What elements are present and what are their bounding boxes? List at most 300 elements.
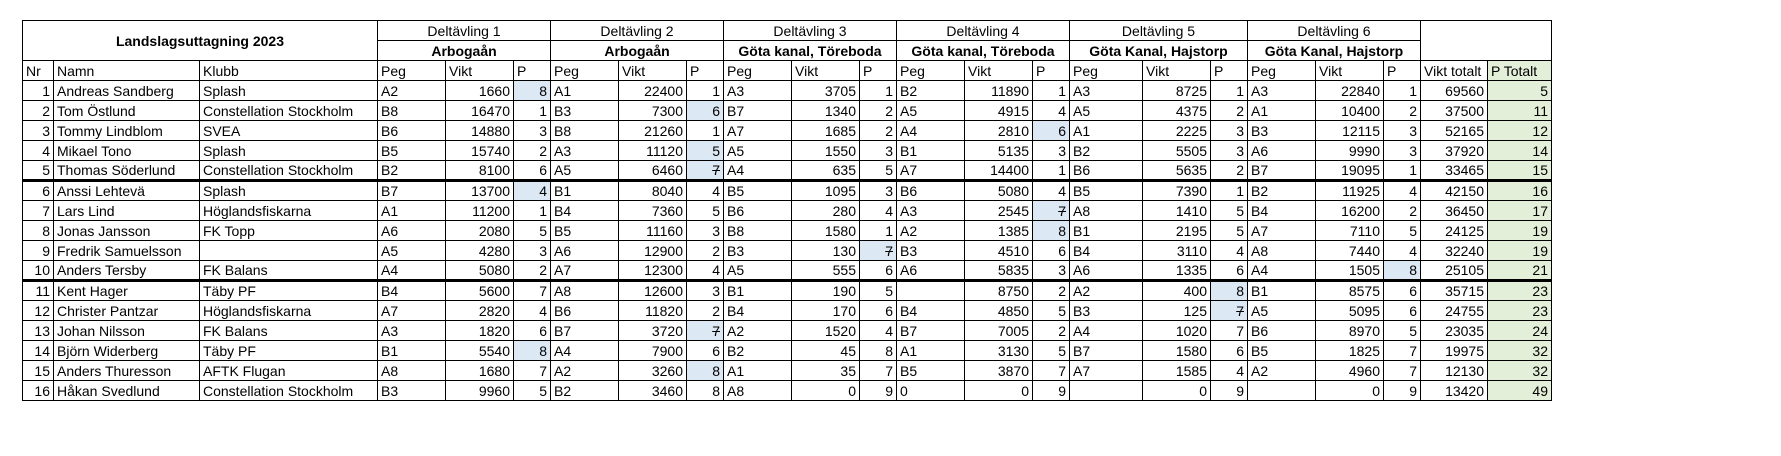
weight-cell: 8725 [1143, 81, 1211, 101]
weight-cell: 125 [1143, 301, 1211, 321]
weight-cell: 7005 [965, 321, 1033, 341]
points-total-cell: 32 [1488, 361, 1552, 381]
points-cell: 1 [687, 81, 724, 101]
weight-cell: 2080 [446, 221, 514, 241]
weight-cell: 4850 [965, 301, 1033, 321]
weight-total-cell: 13420 [1421, 381, 1488, 401]
peg-cell: A8 [724, 381, 792, 401]
peg-cell: A5 [1248, 301, 1316, 321]
weight-cell: 21260 [619, 121, 687, 141]
points-total-cell: 12 [1488, 121, 1552, 141]
peg-cell: B1 [897, 141, 965, 161]
peg-cell: B2 [724, 341, 792, 361]
club-name: FK Topp [200, 221, 378, 241]
column-header-peg: Peg [724, 61, 792, 81]
weight-cell: 3870 [965, 361, 1033, 381]
points-total-cell: 24 [1488, 321, 1552, 341]
points-cell: 7 [1033, 201, 1070, 221]
weight-cell: 22840 [1316, 81, 1384, 101]
points-cell: 1 [514, 201, 551, 221]
club-name: FK Balans [200, 261, 378, 281]
peg-cell: A3 [378, 321, 446, 341]
club-name: Constellation Stockholm [200, 381, 378, 401]
table-row [23, 161, 1552, 181]
competition-name: Deltävling 6 [1248, 21, 1421, 41]
table-row [23, 321, 1552, 341]
peg-cell: A8 [1248, 241, 1316, 261]
standings-table [22, 20, 1552, 401]
points-cell: 5 [514, 381, 551, 401]
table-row [23, 301, 1552, 321]
points-total-cell: 23 [1488, 301, 1552, 321]
weight-total-cell: 12130 [1421, 361, 1488, 381]
points-cell: 2 [860, 101, 897, 121]
peg-cell: A7 [897, 161, 965, 181]
weight-cell: 2195 [1143, 221, 1211, 241]
weight-total-cell: 35715 [1421, 281, 1488, 301]
competition-venue: Göta Kanal, Hajstorp [1248, 41, 1421, 61]
points-cell: 2 [1211, 101, 1248, 121]
points-cell: 4 [1211, 361, 1248, 381]
points-cell: 7 [1384, 361, 1421, 381]
angler-name: Andreas Sandberg [54, 81, 200, 101]
angler-name: Tom Östlund [54, 101, 200, 121]
weight-cell: 1580 [1143, 341, 1211, 361]
weight-cell: 9960 [446, 381, 514, 401]
points-cell: 3 [1033, 141, 1070, 161]
weight-cell: 12115 [1316, 121, 1384, 141]
row-number: 16 [23, 381, 54, 401]
peg-cell: A4 [551, 341, 619, 361]
weight-cell: 5600 [446, 281, 514, 301]
peg-cell [1248, 381, 1316, 401]
points-cell: 1 [1033, 81, 1070, 101]
points-cell: 3 [1211, 141, 1248, 161]
weight-cell: 1095 [792, 181, 860, 201]
column-header-nr: Nr [23, 61, 54, 81]
points-cell: 4 [687, 261, 724, 281]
points-cell: 6 [687, 341, 724, 361]
weight-cell: 400 [1143, 281, 1211, 301]
points-cell: 6 [1211, 261, 1248, 281]
weight-cell: 5080 [965, 181, 1033, 201]
points-total-cell: 16 [1488, 181, 1552, 201]
column-header-peg: Peg [551, 61, 619, 81]
weight-cell: 635 [792, 161, 860, 181]
row-number: 2 [23, 101, 54, 121]
points-cell: 7 [860, 241, 897, 261]
peg-cell: B2 [551, 381, 619, 401]
weight-cell: 0 [1316, 381, 1384, 401]
peg-cell: A4 [378, 261, 446, 281]
points-cell: 3 [1211, 121, 1248, 141]
column-header-vikt: Vikt [1316, 61, 1384, 81]
peg-cell: B1 [1070, 221, 1143, 241]
points-cell: 6 [687, 101, 724, 121]
peg-cell: B5 [1070, 181, 1143, 201]
weight-cell: 12600 [619, 281, 687, 301]
weight-total-cell: 19975 [1421, 341, 1488, 361]
peg-cell: B3 [378, 381, 446, 401]
points-cell: 1 [1384, 81, 1421, 101]
weight-total-cell: 25105 [1421, 261, 1488, 281]
row-number: 5 [23, 161, 54, 181]
peg-cell: B6 [897, 181, 965, 201]
peg-cell: A3 [1248, 81, 1316, 101]
points-cell: 5 [1211, 221, 1248, 241]
points-cell: 8 [1211, 281, 1248, 301]
weight-cell: 555 [792, 261, 860, 281]
angler-name: Anders Thuresson [54, 361, 200, 381]
peg-cell: B4 [897, 301, 965, 321]
points-cell: 2 [687, 301, 724, 321]
peg-cell: A5 [1070, 101, 1143, 121]
points-cell: 2 [1033, 321, 1070, 341]
column-header-p: P [1033, 61, 1070, 81]
weight-cell: 7440 [1316, 241, 1384, 261]
points-total-cell: 5 [1488, 81, 1552, 101]
peg-cell: B1 [724, 281, 792, 301]
points-total-cell: 14 [1488, 141, 1552, 161]
angler-name: Mikael Tono [54, 141, 200, 161]
weight-cell: 0 [965, 381, 1033, 401]
weight-cell: 16470 [446, 101, 514, 121]
peg-cell: A5 [551, 161, 619, 181]
peg-cell: B4 [378, 281, 446, 301]
weight-cell: 19095 [1316, 161, 1384, 181]
table-row [23, 281, 1552, 301]
peg-cell: B2 [378, 161, 446, 181]
points-cell: 4 [514, 181, 551, 201]
peg-cell: B7 [551, 321, 619, 341]
weight-cell: 3130 [965, 341, 1033, 361]
peg-cell: B3 [551, 101, 619, 121]
points-cell: 6 [514, 321, 551, 341]
weight-cell: 7360 [619, 201, 687, 221]
peg-cell: B5 [551, 221, 619, 241]
row-number: 11 [23, 281, 54, 301]
weight-cell: 1385 [965, 221, 1033, 241]
weight-cell: 16200 [1316, 201, 1384, 221]
peg-cell: A4 [897, 121, 965, 141]
weight-total-cell: 37920 [1421, 141, 1488, 161]
points-cell: 1 [687, 121, 724, 141]
points-total-cell: 49 [1488, 381, 1552, 401]
angler-name: Kent Hager [54, 281, 200, 301]
weight-cell: 5835 [965, 261, 1033, 281]
points-cell: 3 [1033, 261, 1070, 281]
weight-cell: 2545 [965, 201, 1033, 221]
weight-total-cell: 69560 [1421, 81, 1488, 101]
angler-name: Tommy Lindblom [54, 121, 200, 141]
column-header-vikt: Vikt [619, 61, 687, 81]
peg-cell: A4 [1248, 261, 1316, 281]
weight-cell: 22400 [619, 81, 687, 101]
peg-cell: B6 [724, 201, 792, 221]
points-cell: 6 [860, 261, 897, 281]
weight-total-cell: 52165 [1421, 121, 1488, 141]
points-cell: 7 [1033, 361, 1070, 381]
points-cell: 9 [1033, 381, 1070, 401]
weight-cell: 1820 [446, 321, 514, 341]
points-total-cell: 32 [1488, 341, 1552, 361]
peg-cell: B4 [1248, 201, 1316, 221]
weight-total-cell: 24755 [1421, 301, 1488, 321]
points-cell: 7 [1211, 321, 1248, 341]
angler-name: Thomas Söderlund [54, 161, 200, 181]
weight-cell: 5540 [446, 341, 514, 361]
table-row [23, 261, 1552, 281]
weight-cell: 14880 [446, 121, 514, 141]
row-number: 9 [23, 241, 54, 261]
peg-cell: A5 [378, 241, 446, 261]
points-cell: 9 [1384, 381, 1421, 401]
column-header-namn: Namn [54, 61, 200, 81]
club-name: Täby PF [200, 281, 378, 301]
points-cell: 9 [860, 381, 897, 401]
points-cell: 5 [687, 201, 724, 221]
competition-venue: Arbogaån [378, 41, 551, 61]
angler-name: Fredrik Samuelsson [54, 241, 200, 261]
peg-cell: A6 [897, 261, 965, 281]
peg-cell: A7 [1248, 221, 1316, 241]
peg-cell: B8 [551, 121, 619, 141]
points-cell: 8 [1033, 221, 1070, 241]
points-cell: 3 [687, 221, 724, 241]
row-number: 1 [23, 81, 54, 101]
weight-cell: 11925 [1316, 181, 1384, 201]
weight-cell: 8100 [446, 161, 514, 181]
peg-cell: B5 [378, 141, 446, 161]
header-row-competitions [23, 21, 1552, 41]
competition-name: Deltävling 3 [724, 21, 897, 41]
peg-cell: A3 [1070, 81, 1143, 101]
weight-cell: 2810 [965, 121, 1033, 141]
weight-total-cell: 36450 [1421, 201, 1488, 221]
points-cell: 5 [514, 221, 551, 241]
row-number: 3 [23, 121, 54, 141]
peg-cell: B5 [897, 361, 965, 381]
points-cell: 7 [1211, 301, 1248, 321]
table-row [23, 141, 1552, 161]
points-cell: 8 [687, 381, 724, 401]
weight-cell: 11890 [965, 81, 1033, 101]
points-cell: 8 [514, 341, 551, 361]
column-header-p: P [687, 61, 724, 81]
weight-cell: 5135 [965, 141, 1033, 161]
peg-cell: B1 [378, 341, 446, 361]
points-cell: 3 [860, 181, 897, 201]
points-cell: 6 [1033, 241, 1070, 261]
angler-name: Jonas Jansson [54, 221, 200, 241]
peg-cell: A8 [1070, 201, 1143, 221]
weight-cell: 8970 [1316, 321, 1384, 341]
points-cell: 4 [1211, 241, 1248, 261]
peg-cell: A2 [378, 81, 446, 101]
weight-total-cell: 23035 [1421, 321, 1488, 341]
peg-cell: A2 [1248, 361, 1316, 381]
points-cell: 2 [687, 241, 724, 261]
points-cell: 1 [1033, 161, 1070, 181]
points-cell: 7 [860, 361, 897, 381]
points-cell: 8 [1384, 261, 1421, 281]
points-cell: 1 [1211, 81, 1248, 101]
weight-cell: 45 [792, 341, 860, 361]
points-cell: 5 [1033, 301, 1070, 321]
peg-cell: A4 [1070, 321, 1143, 341]
points-cell: 4 [1384, 241, 1421, 261]
competition-venue: Göta kanal, Töreboda [897, 41, 1070, 61]
weight-cell: 11200 [446, 201, 514, 221]
peg-cell: A7 [378, 301, 446, 321]
weight-cell: 1505 [1316, 261, 1384, 281]
table-row [23, 121, 1552, 141]
competition-name: Deltävling 2 [551, 21, 724, 41]
peg-cell: A1 [897, 341, 965, 361]
weight-cell: 7390 [1143, 181, 1211, 201]
row-number: 4 [23, 141, 54, 161]
peg-cell: B7 [724, 101, 792, 121]
weight-cell: 280 [792, 201, 860, 221]
peg-cell: A2 [1070, 281, 1143, 301]
peg-cell: B8 [724, 221, 792, 241]
weight-cell: 4510 [965, 241, 1033, 261]
peg-cell: A4 [724, 161, 792, 181]
club-name: SVEA [200, 121, 378, 141]
peg-cell: B7 [897, 321, 965, 341]
peg-cell: B2 [897, 81, 965, 101]
weight-cell: 0 [1143, 381, 1211, 401]
weight-cell: 1825 [1316, 341, 1384, 361]
peg-cell: B2 [1070, 141, 1143, 161]
column-header-peg: Peg [1248, 61, 1316, 81]
points-cell: 4 [860, 321, 897, 341]
weight-cell: 4960 [1316, 361, 1384, 381]
weight-cell: 12300 [619, 261, 687, 281]
weight-cell: 190 [792, 281, 860, 301]
club-name: Splash [200, 141, 378, 161]
table-row [23, 201, 1552, 221]
peg-cell: A5 [897, 101, 965, 121]
column-header-p: P [514, 61, 551, 81]
points-cell: 7 [514, 281, 551, 301]
peg-cell: A7 [551, 261, 619, 281]
weight-cell: 10400 [1316, 101, 1384, 121]
peg-cell: B3 [1248, 121, 1316, 141]
weight-cell: 2820 [446, 301, 514, 321]
column-header-vikt: Vikt [1143, 61, 1211, 81]
header-blank [1421, 21, 1552, 61]
points-cell: 4 [1033, 181, 1070, 201]
points-cell: 5 [860, 281, 897, 301]
peg-cell: A6 [378, 221, 446, 241]
points-total-cell: 23 [1488, 281, 1552, 301]
weight-cell: 5505 [1143, 141, 1211, 161]
points-cell: 8 [514, 81, 551, 101]
peg-cell: B3 [724, 241, 792, 261]
points-cell: 8 [860, 341, 897, 361]
weight-cell: 15740 [446, 141, 514, 161]
points-cell: 6 [1384, 301, 1421, 321]
row-number: 8 [23, 221, 54, 241]
points-total-cell: 15 [1488, 161, 1552, 181]
column-header-peg: Peg [897, 61, 965, 81]
table-row [23, 241, 1552, 261]
peg-cell: A6 [1070, 261, 1143, 281]
weight-cell: 170 [792, 301, 860, 321]
points-cell: 5 [687, 141, 724, 161]
weight-cell: 8575 [1316, 281, 1384, 301]
club-name: Splash [200, 181, 378, 201]
weight-cell: 0 [792, 381, 860, 401]
weight-cell: 14400 [965, 161, 1033, 181]
points-cell: 4 [1384, 181, 1421, 201]
peg-cell: A8 [551, 281, 619, 301]
points-cell: 2 [1384, 101, 1421, 121]
points-total-cell: 19 [1488, 221, 1552, 241]
peg-cell: A1 [1070, 121, 1143, 141]
weight-cell: 1585 [1143, 361, 1211, 381]
weight-total-cell: 32240 [1421, 241, 1488, 261]
column-header-p: P [1211, 61, 1248, 81]
angler-name: Björn Widerberg [54, 341, 200, 361]
peg-cell: A3 [724, 81, 792, 101]
weight-cell: 1550 [792, 141, 860, 161]
angler-name: Anders Tersby [54, 261, 200, 281]
points-cell: 2 [514, 141, 551, 161]
weight-cell: 9990 [1316, 141, 1384, 161]
peg-cell: B1 [1248, 281, 1316, 301]
weight-cell: 11120 [619, 141, 687, 161]
points-cell: 3 [687, 281, 724, 301]
peg-cell: A1 [551, 81, 619, 101]
points-cell: 4 [1033, 101, 1070, 121]
points-cell: 2 [1384, 201, 1421, 221]
club-name: FK Balans [200, 321, 378, 341]
column-header-p-totalt: P Totalt [1488, 61, 1552, 81]
weight-cell: 8750 [965, 281, 1033, 301]
peg-cell: A5 [724, 261, 792, 281]
competition-name: Deltävling 4 [897, 21, 1070, 41]
points-cell: 4 [687, 181, 724, 201]
points-cell: 1 [860, 221, 897, 241]
points-cell: 7 [1384, 341, 1421, 361]
weight-cell: 1410 [1143, 201, 1211, 221]
competition-venue: Göta kanal, Töreboda [724, 41, 897, 61]
weight-cell: 6460 [619, 161, 687, 181]
weight-total-cell: 42150 [1421, 181, 1488, 201]
competition-venue: Arbogaån [551, 41, 724, 61]
points-cell: 1 [1211, 181, 1248, 201]
peg-cell: A2 [551, 361, 619, 381]
column-header-vikt: Vikt [446, 61, 514, 81]
table-row [23, 81, 1552, 101]
weight-cell: 12900 [619, 241, 687, 261]
points-cell: 5 [1033, 341, 1070, 361]
competition-name: Deltävling 5 [1070, 21, 1248, 41]
row-number: 10 [23, 261, 54, 281]
weight-cell: 1685 [792, 121, 860, 141]
peg-cell: 0 [897, 381, 965, 401]
column-header-p: P [1384, 61, 1421, 81]
peg-cell: B6 [378, 121, 446, 141]
points-cell: 6 [1033, 121, 1070, 141]
row-number: 12 [23, 301, 54, 321]
points-cell: 7 [687, 321, 724, 341]
weight-cell: 3110 [1143, 241, 1211, 261]
peg-cell: B6 [1070, 161, 1143, 181]
points-cell: 9 [1211, 381, 1248, 401]
